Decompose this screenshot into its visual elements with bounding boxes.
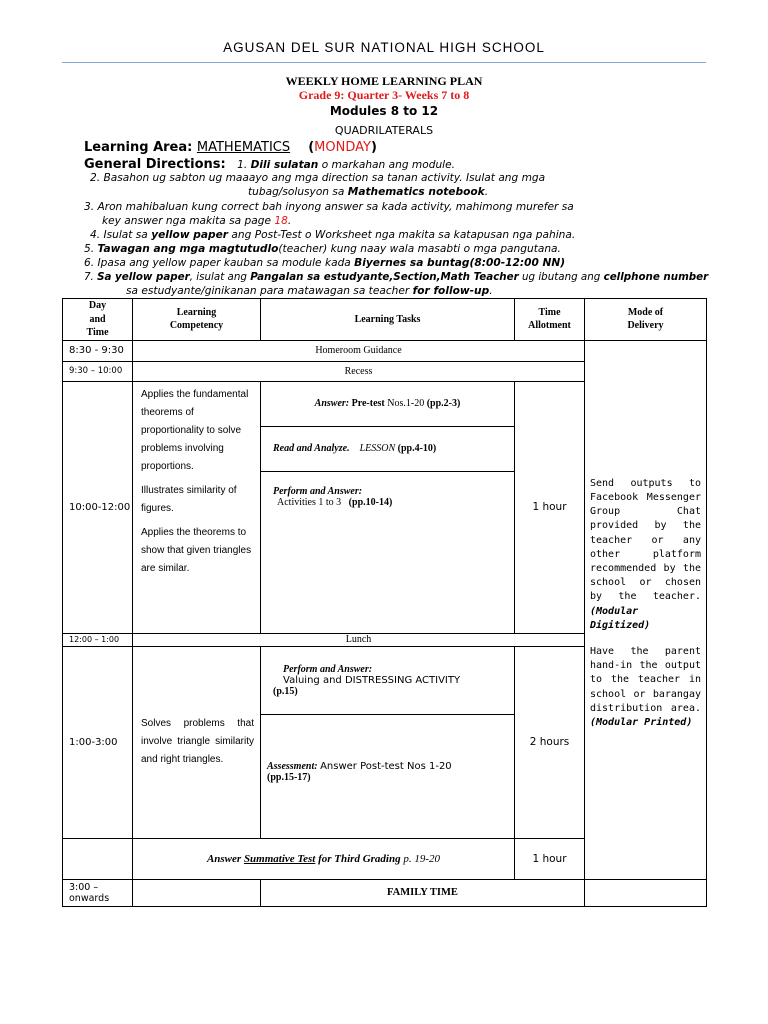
task-activities-label: Perform and Answer: bbox=[273, 485, 363, 497]
direction-7-text-a: , isulat ang bbox=[189, 271, 247, 283]
task-activities bbox=[261, 471, 515, 633]
morning-allotment: 1 hour bbox=[515, 381, 585, 633]
delivery-printed-text: Have the parent hand-in the output to the teacher in school or barangay distribution area. bbox=[590, 646, 701, 714]
task-valuing bbox=[261, 646, 515, 714]
row-time: 3:00 – onwards bbox=[63, 879, 133, 906]
row-activity: Lunch bbox=[133, 633, 585, 646]
learning-area-day: MONDAY bbox=[314, 140, 371, 155]
direction-4-text-a: 4. Isulat sa bbox=[90, 229, 148, 241]
competency-item: Applies the theorems to show that given triangles are similar. bbox=[141, 526, 252, 574]
directions-label: General Directions: bbox=[84, 157, 226, 172]
header-allotment bbox=[515, 299, 585, 341]
direction-7b bbox=[126, 285, 493, 297]
delivery-digitized-label: (Modular Digitized) bbox=[590, 605, 651, 631]
task-valuing-pages: (p.15) bbox=[273, 685, 298, 697]
direction-1-bold: Dili sulatan bbox=[250, 159, 319, 171]
task-activities-pages: (pp.10-14) bbox=[348, 496, 393, 508]
delivery-digitized-text: Send outputs to Facebook Messenger Group Chat provided by the teacher or any other platform recommended by the school or chosen by the teacher. bbox=[590, 477, 701, 603]
direction-5-number: 5. bbox=[84, 243, 95, 255]
school-name: AGUSAN DEL SUR NATIONAL HIGH SCHOOL bbox=[223, 40, 545, 55]
summative-allotment: 1 hour bbox=[515, 838, 585, 879]
table-header-row bbox=[63, 299, 707, 341]
task-posttest-label: Assessment: bbox=[267, 760, 318, 772]
direction-2b: tubag/solusyon sa Mathematics notebook. bbox=[248, 186, 489, 198]
modules-line: Modules 8 to 12 bbox=[329, 104, 439, 118]
summative-task bbox=[133, 838, 515, 879]
competency-item: Applies the fundamental theorems of proportionality to solve problems involving proportions. bbox=[141, 388, 249, 472]
task-posttest-text: Answer Post-test Nos 1-20 bbox=[320, 760, 452, 772]
row-activity: FAMILY TIME bbox=[261, 879, 585, 906]
table-row bbox=[63, 340, 707, 361]
header-time-word: Time bbox=[538, 306, 561, 318]
direction-4 bbox=[90, 229, 575, 241]
afternoon-time: 1:00-3:00 bbox=[63, 646, 133, 838]
header-delivery bbox=[585, 299, 707, 341]
header-delivery-word: Delivery bbox=[627, 320, 664, 332]
task-pretest-bold: Pre-test bbox=[351, 398, 385, 409]
summative-grading: for Third Grading bbox=[318, 852, 401, 865]
task-lesson-label: Read and Analyze. bbox=[273, 443, 350, 454]
direction-5-bold: Tawagan ang mga magtutudlo bbox=[97, 243, 279, 255]
direction-6 bbox=[84, 257, 565, 269]
task-posttest bbox=[261, 714, 515, 838]
row-activity: Homeroom Guidance bbox=[133, 340, 585, 361]
header-competency-word: Competency bbox=[169, 320, 224, 332]
row-time: 9:30 – 10:00 bbox=[63, 361, 133, 381]
morning-competencies bbox=[133, 381, 261, 633]
task-lesson bbox=[261, 426, 515, 471]
direction-2a: 2. Basahon ug sabton ug maaayo ang mga direction sa tanan activity. Isulat ang mga bbox=[90, 172, 546, 184]
summative-spacer bbox=[63, 838, 133, 879]
topic-line: QUADRILATERALS bbox=[334, 124, 434, 137]
task-pretest-label: Answer: bbox=[314, 398, 350, 409]
direction-6-bold: Biyernes sa buntag(8:00-12:00 NN) bbox=[354, 257, 566, 269]
direction-3b-text: key answer nga makita sa page bbox=[102, 215, 271, 227]
summative-answer: Answer bbox=[206, 852, 242, 865]
task-posttest-pages: (pp.15-17) bbox=[267, 771, 311, 783]
direction-1-number: 1. bbox=[237, 159, 248, 171]
row-time: 8:30 - 9:30 bbox=[63, 340, 133, 361]
mode-of-delivery bbox=[585, 340, 707, 879]
learning-plan-table bbox=[62, 298, 707, 907]
direction-7-text-c: sa estudyante/ginikanan para matawagan sa teacher bbox=[126, 285, 410, 297]
direction-2b-bold: Mathematics notebook bbox=[347, 186, 485, 198]
header-divider bbox=[62, 62, 706, 63]
task-pretest-pages: (pp.2-3) bbox=[426, 398, 461, 409]
delivery-printed-label: (Modular Printed) bbox=[590, 717, 693, 729]
learning-area-label: Learning Area bbox=[84, 140, 188, 155]
task-lesson-pages: (pp.4-10) bbox=[397, 443, 437, 454]
direction-7-bold-3: cellphone number bbox=[603, 271, 709, 283]
learning-area-subject: MATHEMATICS bbox=[196, 140, 291, 155]
summative-pages: p. 19-20 bbox=[403, 852, 441, 865]
direction-3b-page: 18 bbox=[274, 215, 288, 227]
afternoon-allotment: 2 hours bbox=[515, 646, 585, 838]
task-pretest-items: Nos.1-20 bbox=[387, 398, 425, 409]
competency-item: Illustrates similarity of figures. bbox=[141, 484, 237, 514]
task-valuing-label: Perform and Answer: bbox=[283, 663, 373, 675]
direction-7-bold-2: Pangalan sa estudyante,Section,Math Teacher bbox=[250, 271, 519, 283]
direction-7-bold-1: Sa yellow paper bbox=[97, 271, 190, 283]
header-day-time bbox=[63, 299, 133, 341]
direction-5-text: (teacher) kung naay wala masabti o mga pangutana. bbox=[278, 243, 561, 255]
family-delivery-blank bbox=[585, 879, 707, 906]
header-tasks: Learning Tasks bbox=[261, 299, 515, 341]
direction-4-text-b: ang Post-Test o Worksheet nga makita sa katapusan nga pahina. bbox=[231, 229, 576, 241]
task-activities-text: Activities 1 to 3 bbox=[277, 496, 342, 508]
morning-time: 10:00-12:00 bbox=[63, 381, 133, 633]
direction-7-end: . bbox=[489, 285, 493, 297]
direction-6-text: 6. Ipasa ang yellow paper kauban sa module kada bbox=[84, 257, 351, 269]
direction-4-bold: yellow paper bbox=[151, 229, 229, 241]
header-competency bbox=[133, 299, 261, 341]
plan-title: WEEKLY HOME LEARNING PLAN bbox=[285, 74, 483, 88]
direction-5 bbox=[84, 243, 561, 255]
header-time: Time bbox=[86, 327, 109, 338]
row-time: 12:00 – 1:00 bbox=[63, 633, 133, 646]
learning-area: Learning Area: MATHEMATICS (MONDAY) bbox=[84, 140, 377, 155]
afternoon-competency: Solves problems that involve triangle similarity and right triangles. bbox=[133, 646, 261, 838]
task-valuing-text: Valuing and DISTRESSING ACTIVITY bbox=[283, 674, 461, 686]
direction-1 bbox=[84, 157, 455, 172]
delivery-printed bbox=[590, 645, 701, 730]
direction-7-number: 7. bbox=[84, 271, 94, 283]
table-row bbox=[63, 879, 707, 906]
grade-line: Grade 9: Quarter 3- Weeks 7 to 8 bbox=[298, 88, 470, 102]
direction-2b-text: tubag/solusyon sa bbox=[248, 186, 345, 198]
direction-7-bold-4: for follow-up bbox=[412, 285, 490, 297]
direction-3b: key answer nga makita sa page 18. bbox=[102, 215, 292, 227]
direction-7-text-b: ug ibutang ang bbox=[521, 271, 601, 283]
header-day: Day bbox=[88, 300, 107, 311]
summative-test-label: Summative Test bbox=[243, 852, 316, 865]
header-learning: Learning bbox=[176, 306, 217, 318]
direction-3a: 3. Aron mahibaluan kung correct bah inyong answer sa kada activity, mahimong murefer sa bbox=[84, 201, 574, 213]
header-and: and bbox=[89, 313, 106, 325]
direction-1-text: o markahan ang module. bbox=[321, 159, 455, 171]
header-mode-of: Mode of bbox=[627, 306, 664, 318]
task-pretest bbox=[261, 381, 515, 426]
direction-7a bbox=[84, 271, 708, 283]
header-allotment-word: Allotment bbox=[528, 320, 571, 332]
task-lesson-word: LESSON bbox=[359, 443, 396, 454]
family-spacer bbox=[133, 879, 261, 906]
row-activity: Recess bbox=[133, 361, 585, 381]
delivery-digitized bbox=[590, 477, 701, 633]
